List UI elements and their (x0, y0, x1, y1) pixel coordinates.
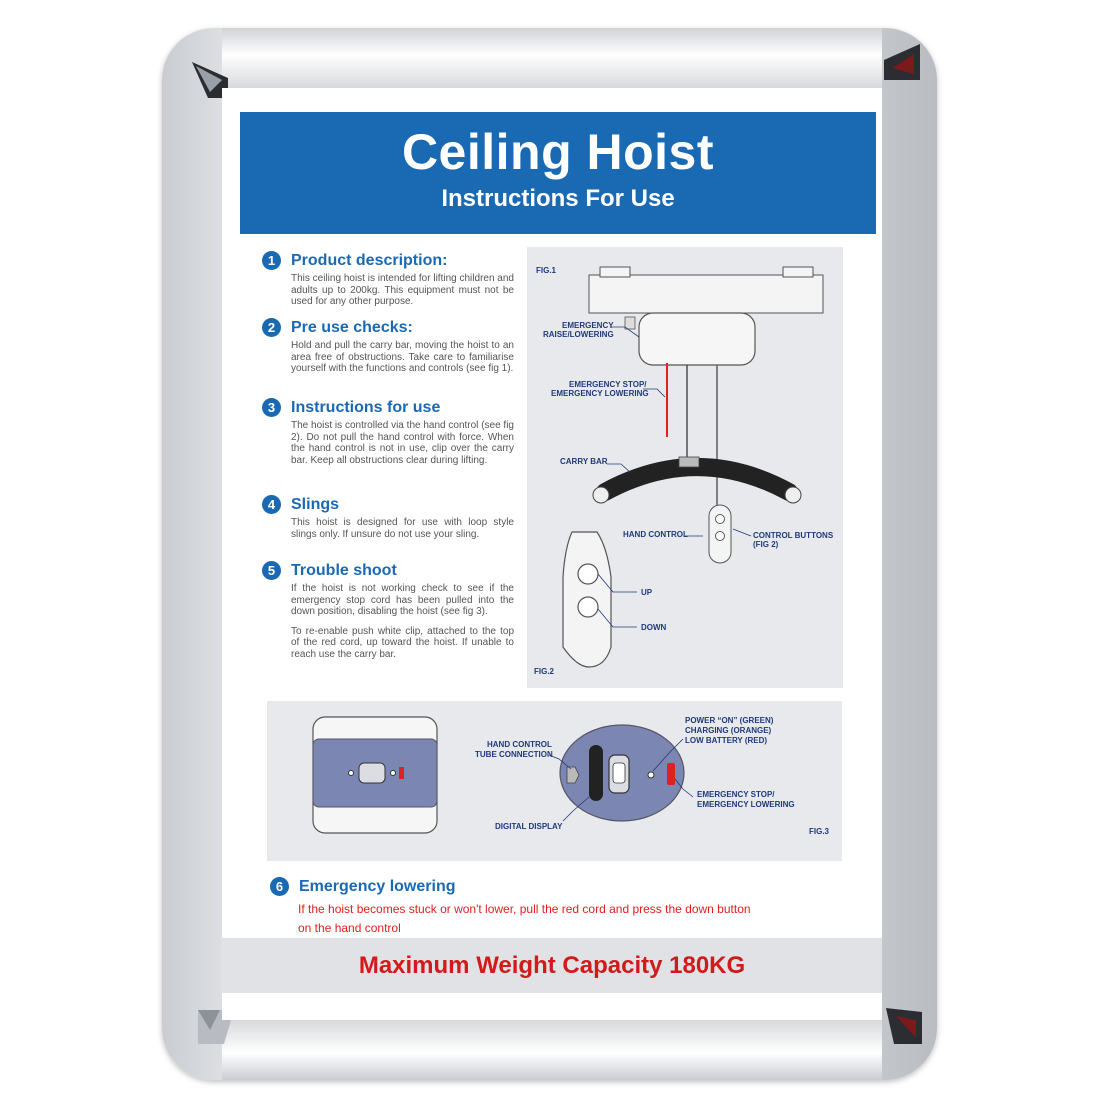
fig1-label: FIG.1 (536, 266, 557, 275)
section-number: 1 (262, 251, 281, 270)
section-text: Hold and pull the carry bar, moving the hoist to an area free of obstructions. Take care to familiarise yourself with the functions and controls (see fig 1). (291, 340, 514, 374)
section-text: If the hoist is not working check to see if the emergency stop cord has been pulled into the down position, disabling the hoist (see fig 3). (291, 583, 514, 617)
label-emergency-stop-fig3: EMERGENCY STOP/ (697, 790, 775, 799)
section-text: This ceiling hoist is intended for lifting children and adults up to 200kg. This equipment must not be used for any other purpose. (291, 273, 514, 307)
section-title: Instructions for use (291, 398, 441, 416)
label-emergency-stop-2: EMERGENCY LOWERING (551, 389, 649, 398)
rail-bracket-right (783, 267, 813, 277)
section-number: 3 (262, 398, 281, 417)
emergency-stop-switch (667, 763, 675, 785)
section-title: Trouble shoot (291, 561, 397, 579)
page-subtitle: Instructions For Use (441, 185, 675, 212)
fig3-label: FIG.3 (809, 827, 830, 836)
hand-control-button-down (716, 532, 725, 541)
carry-bar-end-left (593, 487, 609, 503)
section-title: Emergency lowering (299, 877, 456, 895)
weight-capacity-bar (222, 938, 882, 993)
section-number: 2 (262, 318, 281, 337)
figure-1-hoist-diagram (527, 247, 843, 688)
label-carry-bar: CARRY BAR (560, 457, 608, 466)
label-emergency-stop: EMERGENCY STOP/ (569, 380, 647, 389)
frame-corner-top-right (878, 40, 924, 86)
section-title: Pre use checks: (291, 318, 413, 336)
section-text: To re-enable push white clip, attached to the top of the red cord, up toward the hoist. If unable to reach use the carry bar. (291, 625, 514, 660)
section-title: Product description: (291, 251, 448, 269)
emergency-text-line: If the hoist becomes stuck or won't lower, pull the red cord and press the down button (298, 902, 751, 916)
section-number: 4 (262, 495, 281, 514)
label-emergency-raise-2: RAISE/LOWERING (543, 330, 614, 339)
label-power-on: POWER “ON” (GREEN) (685, 716, 774, 725)
panel-red-stop (399, 767, 404, 779)
label-control-buttons: CONTROL BUTTONS (753, 531, 834, 540)
frame-corner-bottom-right (880, 1004, 926, 1050)
section-text: The hoist is controlled via the hand control (see fig 2). Do not pull the hand control with force. When the hand control is not in use, clip over the carry bar. Keep all obstructions clear during lifting. (291, 420, 514, 466)
hoist-motor-unit (639, 313, 755, 365)
label-control-buttons-2: (FIG 2) (753, 540, 779, 549)
label-emergency-lowering-fig3: EMERGENCY LOWERING (697, 800, 795, 809)
section-trouble-shoot (262, 561, 514, 668)
label-emergency-raise: EMERGENCY (562, 321, 614, 330)
hand-control-button-up (716, 515, 725, 524)
figure-3-control-panel (267, 701, 842, 861)
label-charging: CHARGING (ORANGE) (685, 726, 772, 735)
section-product-description (262, 251, 514, 316)
carry-bar-hook (679, 457, 699, 467)
button-up-large (578, 564, 598, 584)
label-down: DOWN (641, 623, 667, 632)
label-hand-control-tube: HAND CONTROL (487, 740, 552, 749)
digital-display (589, 745, 603, 801)
page-title: Ceiling Hoist (401, 124, 715, 180)
section-pre-use-checks (262, 318, 514, 383)
section-slings (262, 495, 514, 548)
label-hand-control: HAND CONTROL (623, 530, 688, 539)
emergency-text-line: on the hand control (298, 921, 401, 935)
panel-display (359, 763, 385, 783)
carry-bar (605, 467, 789, 492)
motor-side-knob (625, 317, 635, 329)
frame-top-rail (222, 28, 882, 88)
ceiling-rail (589, 275, 823, 313)
carry-bar-end-right (785, 487, 801, 503)
label-low-battery: LOW BATTERY (RED) (685, 736, 768, 745)
title-banner (240, 112, 876, 234)
label-hand-control-tube-2: TUBE CONNECTION (475, 750, 553, 759)
weight-capacity-text: Maximum Weight Capacity 180KG (358, 951, 746, 979)
section-number: 5 (262, 561, 281, 580)
frame-bottom-rail (222, 1020, 882, 1080)
label-up: UP (641, 588, 653, 597)
section-emergency-lowering (270, 877, 870, 938)
power-led (648, 772, 654, 778)
section-number: 6 (270, 877, 289, 896)
section-text: This hoist is designed for use with loop style slings only. If unsure do not use your sling. (291, 517, 514, 540)
label-digital-display: DIGITAL DISPLAY (495, 822, 563, 831)
button-down-large (578, 597, 598, 617)
section-instructions-for-use (262, 398, 514, 474)
rail-bracket-left (600, 267, 630, 277)
fig2-label: FIG.2 (534, 667, 555, 676)
section-title: Slings (291, 495, 340, 513)
